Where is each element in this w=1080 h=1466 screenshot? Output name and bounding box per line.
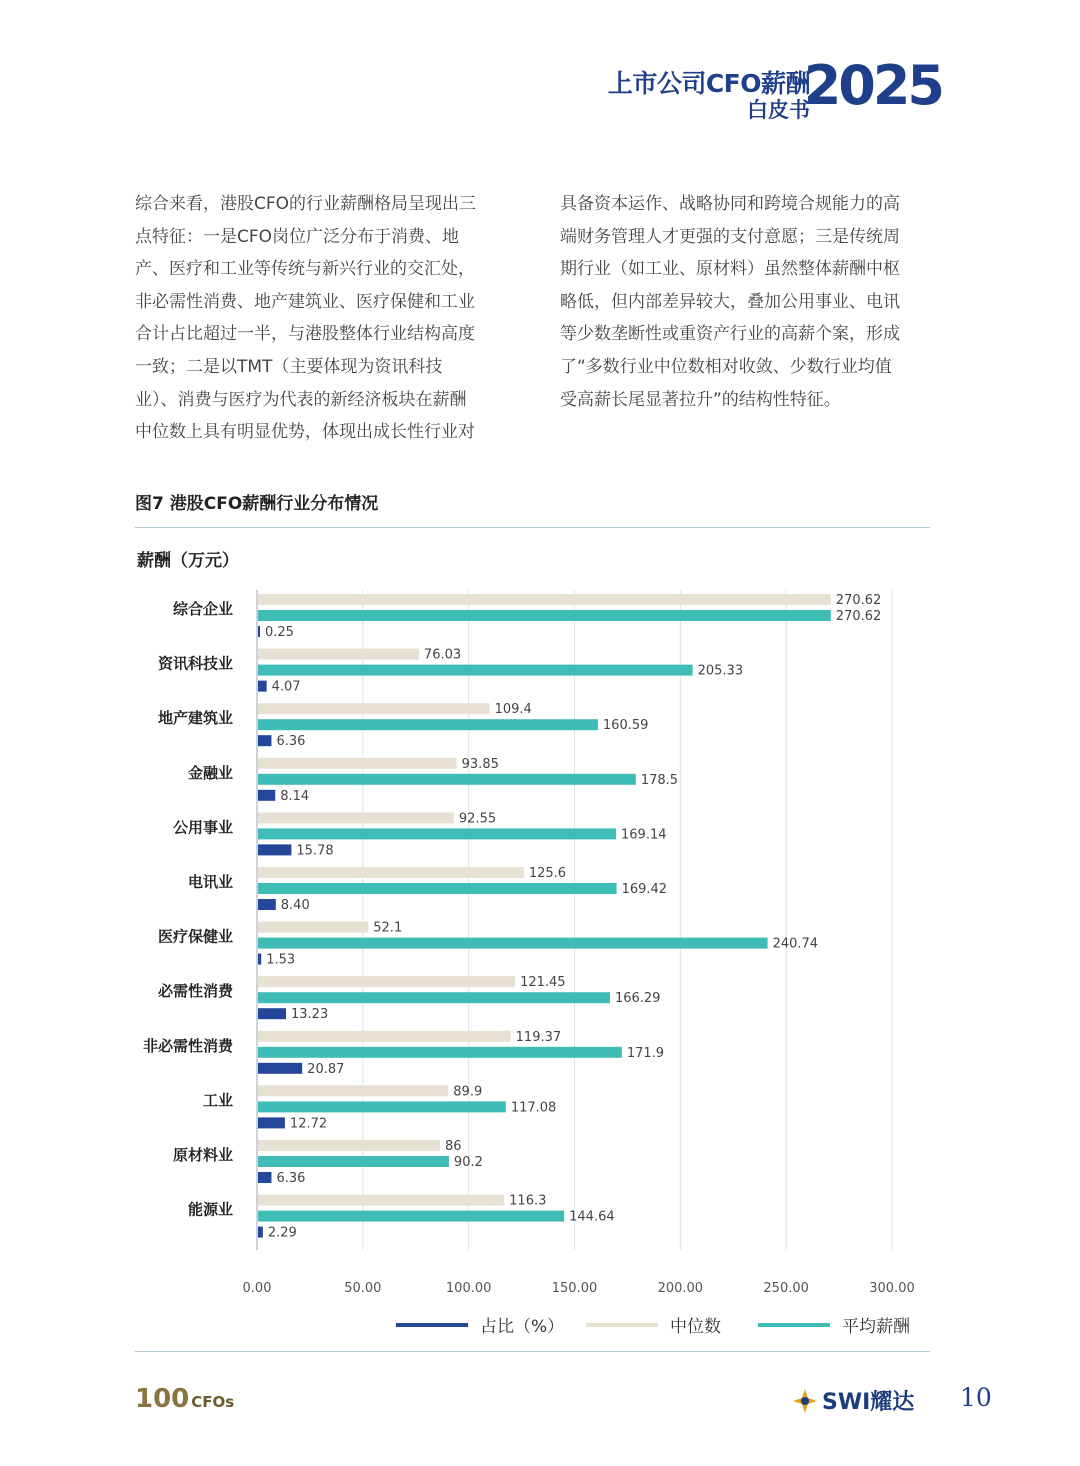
report-title: 上市公司CFO薪酬 <box>607 69 810 98</box>
bar-value-label: 119.37 <box>515 1029 562 1045</box>
bar-value-label: 86 <box>445 1139 462 1154</box>
bar-value-label: 169.42 <box>621 882 668 897</box>
bar <box>258 610 831 621</box>
category-label: 资讯科技业 <box>157 654 233 673</box>
bar <box>258 1211 564 1222</box>
body-line: 等少数垄断性或重资产行业的高薪个案，形成 <box>560 324 900 345</box>
brand-star-icon <box>792 1388 818 1414</box>
legend-item-share <box>396 1312 564 1337</box>
brand-logo <box>792 1385 914 1416</box>
bar <box>258 844 291 855</box>
bar-value-label: 240.74 <box>772 936 819 952</box>
bar-value-label: 171.9 <box>626 1045 665 1061</box>
x-tick-label: 50.00 <box>344 1281 382 1296</box>
x-tick-label: 100.00 <box>445 1281 492 1296</box>
brand-name: SWI耀达 <box>822 1390 915 1415</box>
bar <box>258 735 271 746</box>
x-tick-label: 250.00 <box>763 1281 809 1296</box>
body-line: 期行业（如工业、原材料）虽然整体薪酬中枢 <box>560 259 900 280</box>
bar <box>258 1047 622 1058</box>
bar-value-label: 76.03 <box>423 647 462 663</box>
bar-value-label: 90.2 <box>453 1155 483 1170</box>
legend-label-median: 中位数 <box>670 1317 721 1337</box>
bar-value-label: 121.45 <box>520 975 566 991</box>
body-line: 受高薪长尾显著拉升”的结构性特征。 <box>560 389 841 410</box>
bar-value-label: 13.23 <box>291 1007 329 1023</box>
body-line: 一致；二是以TMT（主要体现为资讯科技 <box>135 356 443 377</box>
bar-value-label: 93.85 <box>461 756 499 772</box>
chart-legend <box>396 1312 936 1340</box>
bar <box>258 867 524 878</box>
bar-value-label: 15.78 <box>296 843 334 859</box>
bar <box>258 1227 263 1238</box>
legend-item-median <box>586 1312 721 1337</box>
category-label: 地产建筑业 <box>157 709 233 728</box>
bar <box>258 812 454 823</box>
legend-swatch-median <box>586 1323 658 1327</box>
bar-value-label: 8.40 <box>280 898 310 913</box>
bar <box>258 649 419 660</box>
bar <box>258 1172 271 1183</box>
category-label: 电讯业 <box>187 873 233 891</box>
legend-label-average: 平均薪酬 <box>842 1317 910 1337</box>
cfo-logo <box>135 1384 234 1414</box>
body-line: 端财务管理人才更强的支付意愿；三是传统周 <box>560 226 900 247</box>
body-line: 产、医疗和工业等传统与新兴行业的交汇处， <box>135 259 475 280</box>
cfo-logo-number: 100 <box>135 1384 190 1414</box>
body-line: 略低，但内部差异较大，叠加公用事业、电讯 <box>560 291 900 312</box>
bar-value-label: 117.08 <box>510 1100 557 1116</box>
bar <box>258 1140 440 1151</box>
bar-value-label: 144.64 <box>569 1209 615 1225</box>
bar <box>258 1063 302 1074</box>
bar <box>258 626 260 637</box>
x-tick-label: 150.00 <box>551 1281 598 1296</box>
bar <box>258 938 768 949</box>
body-line: 了“多数行业中位数相对收敛、少数行业均值 <box>560 356 892 377</box>
bar-value-label: 0.25 <box>265 625 294 640</box>
chart-unit-label: 薪酬（万元） <box>137 551 239 571</box>
body-line: 合计占比超过一半，与港股整体行业结构高度 <box>135 324 475 345</box>
report-subtitle: 白皮书 <box>747 98 810 122</box>
bar <box>258 1031 511 1042</box>
bar-value-label: 178.5 <box>640 772 679 788</box>
bar <box>258 1085 448 1096</box>
category-label: 原材料业 <box>172 1146 233 1164</box>
bar-value-label: 4.07 <box>271 679 301 695</box>
bar-value-label: 116.3 <box>509 1193 547 1209</box>
bar <box>258 1117 285 1128</box>
bar-value-label: 160.59 <box>602 718 649 734</box>
cfo-logo-suffix: CFOs <box>191 1393 235 1411</box>
x-tick-label: 200.00 <box>657 1281 704 1296</box>
bar-value-label: 20.87 <box>307 1061 345 1077</box>
figure-title: 图7 港股CFO薪酬行业分布情况 <box>135 494 379 514</box>
body-line: 非必需性消费、地产建筑业、医疗保健和工业 <box>135 291 475 312</box>
category-label: 综合企业 <box>172 600 233 618</box>
bar <box>258 883 617 894</box>
bar <box>258 790 275 801</box>
bar <box>258 774 636 785</box>
bar-value-label: 205.33 <box>697 663 744 679</box>
bar-value-label: 6.36 <box>276 734 306 750</box>
bar-value-label: 89.9 <box>453 1084 483 1100</box>
legend-item-average <box>758 1312 910 1337</box>
category-label: 非必需性消费 <box>142 1036 233 1055</box>
bar <box>258 992 610 1003</box>
bar <box>258 1101 506 1112</box>
figure-rule-bottom <box>135 1351 930 1352</box>
bar-value-label: 6.36 <box>276 1171 306 1186</box>
legend-swatch-share <box>396 1323 468 1327</box>
bar <box>258 1008 286 1019</box>
bar-value-label: 109.4 <box>494 702 532 718</box>
category-label: 工业 <box>202 1091 233 1110</box>
category-label: 公用事业 <box>172 818 233 837</box>
bar <box>258 681 267 692</box>
category-label: 必需性消费 <box>157 982 233 1001</box>
bar <box>258 976 515 987</box>
category-label: 医疗保健业 <box>157 927 233 946</box>
bar-value-label: 52.1 <box>373 920 403 936</box>
bar <box>258 703 490 714</box>
bar <box>258 665 693 676</box>
bar <box>258 828 616 839</box>
bar-value-label: 270.62 <box>835 593 882 608</box>
x-tick-label: 0.00 <box>242 1281 272 1296</box>
bar <box>258 1156 449 1167</box>
bar-value-label: 1.53 <box>266 952 296 968</box>
bar <box>258 594 831 605</box>
bar <box>258 719 598 730</box>
bar <box>258 922 368 933</box>
category-label: 能源业 <box>187 1200 233 1219</box>
bar <box>258 758 457 769</box>
bar-value-label: 166.29 <box>614 991 661 1007</box>
bar-value-label: 125.6 <box>528 866 567 881</box>
legend-label-share: 占比（%） <box>480 1317 565 1337</box>
bar-value-label: 92.55 <box>458 811 497 827</box>
bar-value-label: 270.62 <box>835 609 882 624</box>
legend-swatch-average <box>758 1323 830 1327</box>
bar <box>258 1195 504 1206</box>
body-line: 具备资本运作、战略协同和跨境合规能力的高 <box>560 194 900 214</box>
page-number: 10 <box>960 1383 992 1412</box>
body-line: 点特征：一是CFO岗位广泛分布于消费、地 <box>135 226 460 247</box>
body-line: 中位数上具有明显优势，体现出成长性行业对 <box>135 422 475 443</box>
bar <box>258 954 261 965</box>
body-line: 综合来看，港股CFO的行业薪酬格局呈现出三 <box>135 194 477 214</box>
bar <box>258 899 276 910</box>
bar-value-label: 169.14 <box>621 827 667 843</box>
report-year: 2025 <box>803 54 942 117</box>
bar-value-label: 2.29 <box>267 1225 297 1241</box>
bar-value-label: 8.14 <box>280 788 310 804</box>
bar-value-label: 12.72 <box>289 1116 328 1132</box>
x-tick-label: 300.00 <box>869 1281 915 1296</box>
body-line: 业）、消费与医疗为代表的新经济板块在薪酬 <box>135 389 467 410</box>
category-label: 金融业 <box>187 763 233 782</box>
